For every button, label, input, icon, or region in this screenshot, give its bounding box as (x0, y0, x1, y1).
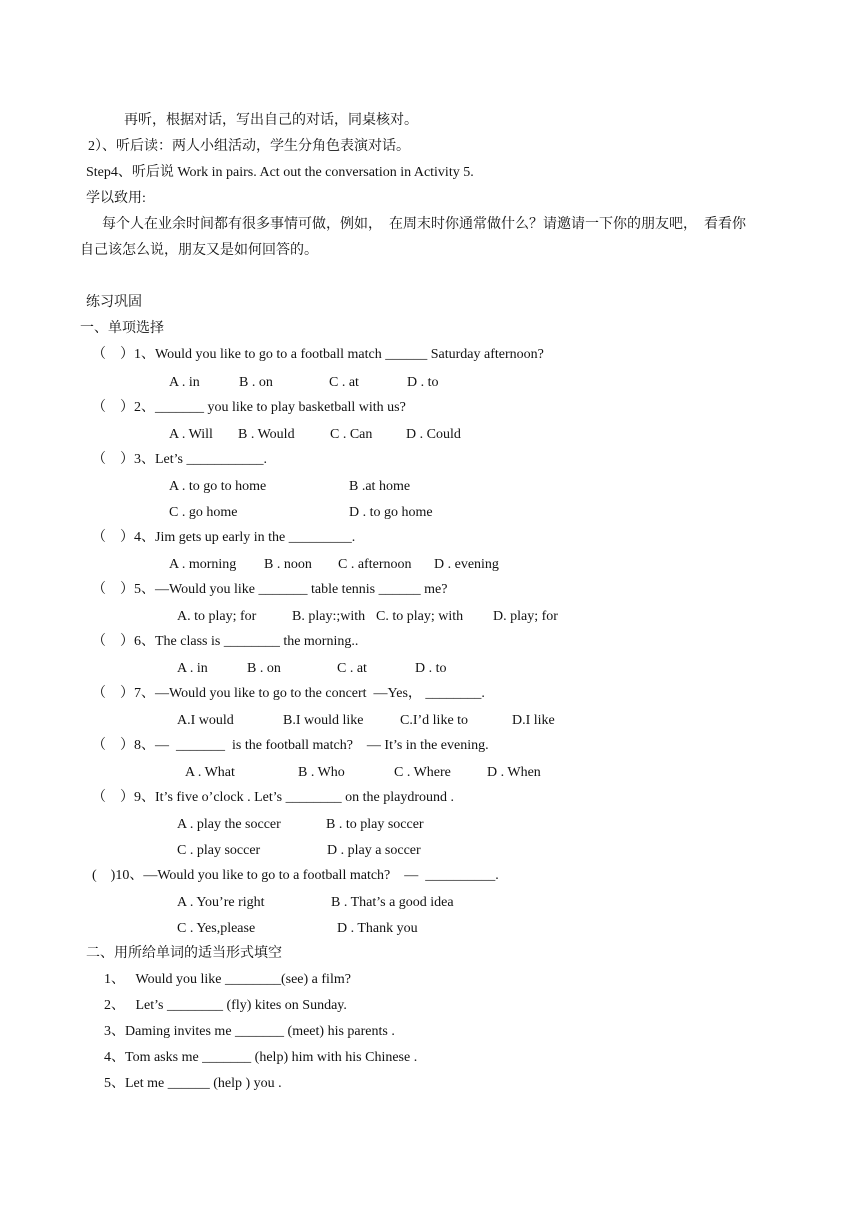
q3-stem: （ ）3、Let’s ___________. (92, 452, 267, 467)
q10-stem: ( )10、—Would you like to go to a football match? — __________. (92, 868, 499, 883)
q6-option-c: C . at (337, 661, 367, 676)
q10-option-b: B . That’s a good idea (331, 895, 454, 910)
q1-stem: （ ）1、Would you like to go to a football match ______ Saturday afternoon? (92, 347, 544, 362)
q5-option-c: C. to play; with (376, 609, 464, 624)
section2-title: 二、用所给单词的适当形式填空 (86, 946, 282, 961)
intro-line-4: 学以致用: (86, 191, 146, 206)
q1-option-b: B . on (239, 375, 273, 390)
q4-option-a: A . morning (169, 557, 237, 572)
q6-option-d: D . to (415, 661, 447, 676)
intro-paragraph-line-1: 每个人在业余时间都有很多事情可做，例如， 在周末时你通常做什么？请邀请一下你的朋友吧， 看看你 (102, 217, 746, 232)
q8-option-b: B . Who (298, 765, 345, 780)
q7-option-d: D.I like (512, 713, 555, 728)
q9-stem: （ ）9、It’s five o’clock . Let’s ________ on the playdround . (92, 790, 454, 805)
q2-option-c: C . Can (330, 427, 373, 442)
q3-option-d: D . to go home (349, 505, 433, 520)
q10-option-d: D . Thank you (337, 921, 418, 936)
q10-option-c: C . Yes,please (177, 921, 256, 936)
q3-option-a: A . to go to home (169, 479, 267, 494)
fill-item-1: 1、 Would you like ________(see) a film? (104, 972, 351, 987)
q8-stem: （ ）8、— _______ is the football match? — It’s in the evening. (92, 738, 489, 753)
q3-option-c: C . go home (169, 505, 238, 520)
fill-item-5: 5、Let me ______ (help ) you . (104, 1076, 282, 1091)
q3-option-b: B .at home (349, 479, 411, 494)
q9-option-c: C . play soccer (177, 843, 261, 858)
q2-option-a: A . Will (169, 427, 213, 442)
q9-option-a: A . play the soccer (177, 817, 281, 832)
q6-option-a: A . in (177, 661, 208, 676)
q8-option-d: D . When (487, 765, 541, 780)
q7-option-c: C.I’d like to (400, 713, 469, 728)
q2-option-b: B . Would (238, 427, 295, 442)
q6-stem: （ ）6、The class is ________ the morning.. (92, 634, 359, 649)
fill-item-2: 2、 Let’s ________ (fly) kites on Sunday. (104, 998, 347, 1013)
q5-option-b: B. play:;with (292, 609, 366, 624)
section1-title: 一、单项选择 (80, 321, 164, 336)
fill-item-4: 4、Tom asks me _______ (help) him with his Chinese . (104, 1050, 418, 1065)
q4-option-d: D . evening (434, 557, 499, 572)
q8-option-a: A . What (185, 765, 235, 780)
fill-item-3: 3、Daming invites me _______ (meet) his parents . (104, 1024, 395, 1039)
q5-option-d: D. play; for (493, 609, 558, 624)
q4-option-c: C . afternoon (338, 557, 412, 572)
q1-option-c: C . at (329, 375, 359, 390)
q2-stem: （ ）2、_______ you like to play basketball with us? (92, 400, 406, 415)
intro-line-2: 2）、听后读：两人小组活动，学生分角色表演对话。 (88, 139, 410, 154)
q1-option-a: A . in (169, 375, 200, 390)
q8-option-c: C . Where (394, 765, 451, 780)
practice-title: 练习巩固 (86, 295, 142, 310)
q10-option-a: A . You’re right (177, 895, 265, 910)
intro-paragraph-line-2: 自己该怎么说，朋友又是如何回答的。 (80, 243, 318, 258)
q7-option-b: B.I would like (283, 713, 364, 728)
q4-option-b: B . noon (264, 557, 312, 572)
q2-option-d: D . Could (406, 427, 461, 442)
q5-option-a: A. to play; for (177, 609, 257, 624)
intro-line-1: 再听，根据对话，写出自己的对话，同桌核对。 (124, 113, 418, 128)
intro-line-3: Step4、听后说 Work in pairs. Act out the conversation in Activity 5. (86, 165, 474, 180)
q6-option-b: B . on (247, 661, 281, 676)
q9-option-d: D . play a soccer (327, 843, 421, 858)
q5-stem: （ ）5、—Would you like _______ table tennis ______ me? (92, 582, 448, 597)
q7-option-a: A.I would (177, 713, 234, 728)
q9-option-b: B . to play soccer (326, 817, 424, 832)
q4-stem: （ ）4、Jim gets up early in the _________. (92, 530, 356, 545)
q7-stem: （ ）7、—Would you like to go to the concert —Yes， ________. (92, 686, 485, 701)
q1-option-d: D . to (407, 375, 439, 390)
